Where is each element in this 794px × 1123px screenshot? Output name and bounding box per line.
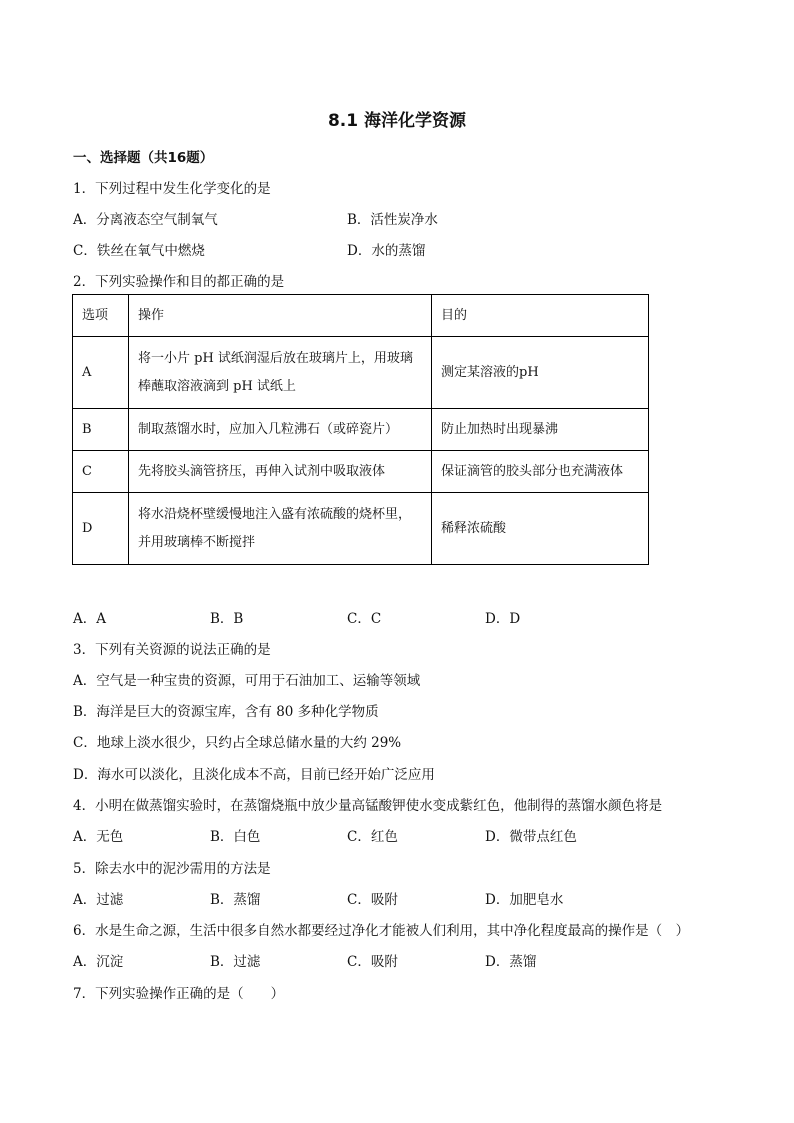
row-operation: 制取蒸馏水时，应加入几粒沸石（或碎瓷片） xyxy=(129,409,432,451)
row-purpose: 保证滴管的胶头部分也充满液体 xyxy=(432,451,649,493)
question-4-option-a: A．无色 xyxy=(73,829,124,845)
question-6-option-b: B．过滤 xyxy=(210,954,261,970)
table-row xyxy=(73,451,649,493)
question-5-option-d: D．加肥皂水 xyxy=(485,892,564,908)
question-5-option-c: C．吸附 xyxy=(347,892,398,908)
question-3-option-b: B．海洋是巨大的资源宝库，含有 80 多种化学物质 xyxy=(73,704,379,720)
row-purpose: 防止加热时出现暴沸 xyxy=(432,409,649,451)
question-1-stem: 1．下列过程中发生化学变化的是 xyxy=(73,181,271,197)
question-1-option-c: C．铁丝在氧气中燃烧 xyxy=(73,243,205,259)
row-option: A xyxy=(73,337,129,409)
question-3-stem: 3．下列有关资源的说法正确的是 xyxy=(73,642,271,658)
question-4-option-d: D．微带点红色 xyxy=(485,829,577,845)
question-6-stem: 6．水是生命之源，生活中很多自然水都要经过净化才能被人们利用，其中净化程度最高的操作是（ ） xyxy=(73,923,690,939)
question-6-option-d: D．蒸馏 xyxy=(485,954,537,970)
question-6-option-a: A．沉淀 xyxy=(73,954,124,970)
question-4-stem: 4．小明在做蒸馏实验时，在蒸馏烧瓶中放少量高锰酸钾使水变成紫红色，他制得的蒸馏水颜色将是 xyxy=(73,798,663,814)
row-purpose: 测定某溶液的pH xyxy=(432,337,649,409)
row-operation: 先将胶头滴管挤压，再伸入试剂中吸取液体 xyxy=(129,451,432,493)
question-2-option-c: C．C xyxy=(347,611,382,627)
header-purpose: 目的 xyxy=(432,295,649,337)
row-option: B xyxy=(73,409,129,451)
question-6-option-c: C．吸附 xyxy=(347,954,398,970)
question-3-option-d: D．海水可以淡化，且淡化成本不高，目前已经开始广泛应用 xyxy=(73,767,435,783)
question-1-option-a: A．分离液态空气制氧气 xyxy=(73,212,218,228)
question-2-option-d: D．D xyxy=(485,611,521,627)
question-1-option-d: D．水的蒸馏 xyxy=(347,243,426,259)
header-option: 选项 xyxy=(73,295,129,337)
table-row xyxy=(73,493,649,565)
section-heading: 一、选择题（共16题） xyxy=(73,150,214,166)
row-option: D xyxy=(73,493,129,565)
question-5-option-a: A．过滤 xyxy=(73,892,124,908)
row-operation: 将一小片 pH 试纸润湿后放在玻璃片上，用玻璃棒蘸取溶液滴到 pH 试纸上 xyxy=(129,337,432,409)
question-2-option-a: A．A xyxy=(73,611,106,627)
table-row xyxy=(73,337,649,409)
question-1-option-b: B．活性炭净水 xyxy=(347,212,438,228)
row-option: C xyxy=(73,451,129,493)
question-5-option-b: B．蒸馏 xyxy=(210,892,261,908)
question-3-option-a: A．空气是一种宝贵的资源，可用于石油加工、运输等领域 xyxy=(73,673,421,689)
table-header-row xyxy=(73,295,649,337)
row-operation: 将水沿烧杯壁缓慢地注入盛有浓硫酸的烧杯里，并用玻璃棒不断搅拌 xyxy=(129,493,432,565)
page-title: 8.1 海洋化学资源 xyxy=(327,111,467,131)
question-7-stem: 7．下列实验操作正确的是（ ） xyxy=(73,986,285,1002)
question-2-stem: 2．下列实验操作和目的都正确的是 xyxy=(73,274,285,290)
row-purpose: 稀释浓硫酸 xyxy=(432,493,649,565)
question-5-stem: 5．除去水中的泥沙需用的方法是 xyxy=(73,861,271,877)
header-operation: 操作 xyxy=(129,295,432,337)
question-3-option-c: C．地球上淡水很少，只约占全球总储水量的大约 29% xyxy=(73,735,402,751)
question-2-table xyxy=(72,294,649,565)
question-2-option-b: B．B xyxy=(210,611,244,627)
table-row xyxy=(73,409,649,451)
question-4-option-c: C．红色 xyxy=(347,829,398,845)
question-4-option-b: B．白色 xyxy=(210,829,261,845)
